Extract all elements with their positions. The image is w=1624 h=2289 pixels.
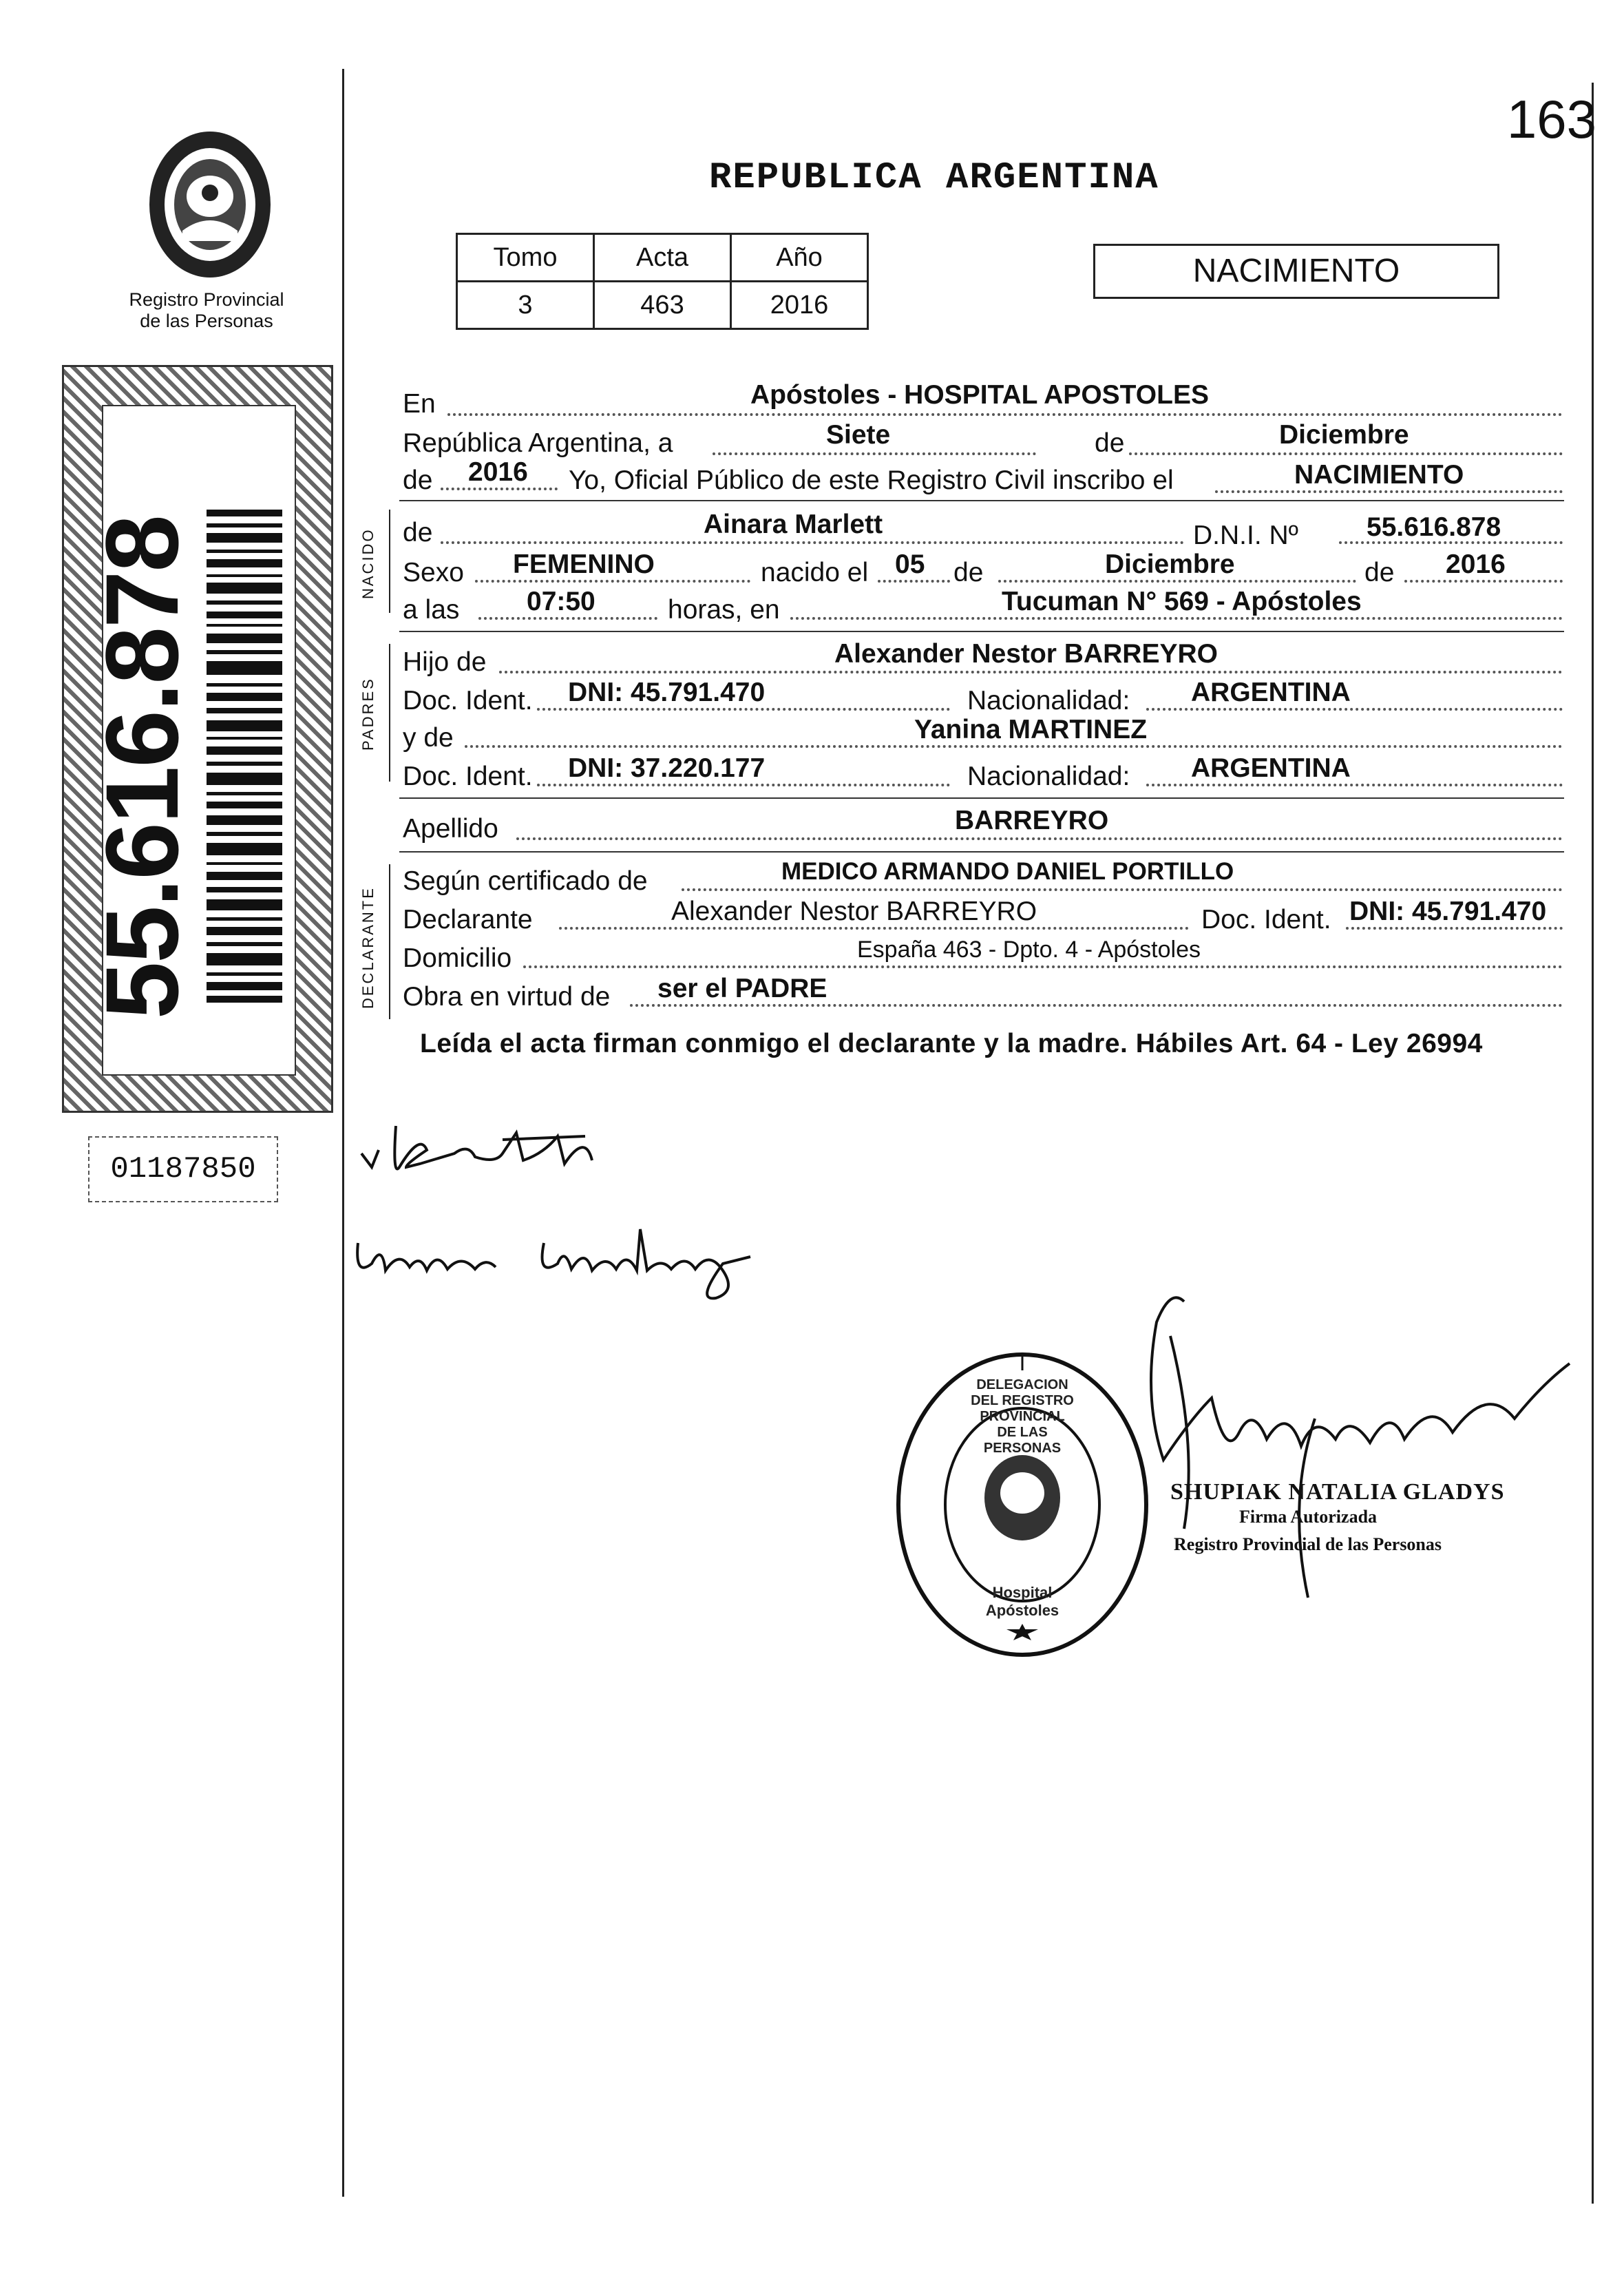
record-reference-header-row xyxy=(457,234,868,282)
organization-line1: Registro Provincial xyxy=(129,289,284,310)
hora-dots xyxy=(478,617,657,620)
padres-bracket xyxy=(389,644,390,782)
nombre-value: Ainara Marlett xyxy=(704,510,883,539)
mother-signature xyxy=(351,1215,764,1305)
official-name: SHUPIAK NATALIA GLADYS xyxy=(1170,1479,1505,1505)
horas-label: horas, en xyxy=(668,595,780,625)
serial-number: 01187850 xyxy=(88,1136,278,1202)
closing-note: Leída el acta firman conmigo el declarante y la madre. Hábiles Art. 64 - Ley 26994 xyxy=(420,1029,1483,1058)
padre-doc-dots xyxy=(537,708,950,711)
inscribo-value: NACIMIENTO xyxy=(1294,460,1464,490)
apellido-label: Apellido xyxy=(403,814,498,844)
segun-value: MEDICO ARMANDO DANIEL PORTILLO xyxy=(781,858,1234,885)
madre-doc-dots xyxy=(537,784,950,786)
nacido-anio: 2016 xyxy=(1446,550,1506,579)
hijo-label: Hijo de xyxy=(403,647,487,677)
organization-line2: de las Personas xyxy=(140,311,273,331)
dni-value: 55.616.878 xyxy=(1367,512,1501,542)
official-registry: Registro Provincial de las Personas xyxy=(1174,1534,1442,1554)
apellido-value: BARREYRO xyxy=(955,806,1109,835)
nacido-anio-dots xyxy=(1404,580,1563,583)
padre-doc-label: Doc. Ident. xyxy=(403,686,533,715)
nacido-mes-dots xyxy=(998,580,1356,583)
madre-nac-label: Nacionalidad: xyxy=(967,762,1130,791)
nombre-label: de xyxy=(403,518,433,547)
anio-prefix: de xyxy=(403,466,433,495)
declarante-bracket xyxy=(389,864,390,1019)
obra-dots xyxy=(630,1004,1563,1007)
declarante-label: Declarante xyxy=(403,905,533,934)
section-label-nacido: NACIDO xyxy=(359,527,377,599)
anio-value: 2016 xyxy=(468,457,528,487)
decl-doc-value: DNI: 45.791.470 xyxy=(1349,897,1547,926)
mes-value: Diciembre xyxy=(1279,420,1409,450)
tomo-header: Tomo xyxy=(457,234,594,282)
dia-dots xyxy=(713,452,1036,455)
nacido-dia-dots xyxy=(878,580,950,583)
madre-value: Yanina MARTINEZ xyxy=(914,715,1148,744)
official-title: Firma Autorizada xyxy=(1239,1507,1378,1527)
official-signature xyxy=(1129,1281,1583,1611)
sexo-label: Sexo xyxy=(403,558,464,587)
en-dots xyxy=(447,413,1563,416)
acta-header: Acta xyxy=(594,234,731,282)
id-number-vertical: 55.616.878 xyxy=(84,516,200,1019)
stamp-inner-text: Hospital Apóstoles xyxy=(985,1584,1059,1619)
lugar-dots xyxy=(790,617,1563,620)
padre-nac: ARGENTINA xyxy=(1191,678,1351,707)
de-label: de xyxy=(1095,428,1125,458)
en-label: En xyxy=(403,389,436,419)
nacido-mes: Diciembre xyxy=(1105,550,1235,579)
page-number: 163 xyxy=(1506,89,1596,149)
document-title: REPUBLICA ARGENTINA xyxy=(709,157,1159,199)
domicilio-label: Domicilio xyxy=(403,943,512,973)
republica-label: República Argentina, a xyxy=(403,428,673,458)
madre-doc: DNI: 37.220.177 xyxy=(568,753,766,783)
padre-dots xyxy=(499,671,1563,673)
en-value: Apóstoles - HOSPITAL APOSTOLES xyxy=(750,380,1209,410)
left-margin-rule xyxy=(342,69,344,2197)
sexo-dots xyxy=(475,580,750,583)
section-label-padres: PADRES xyxy=(359,677,377,751)
organization-name xyxy=(117,289,296,332)
section-divider-4 xyxy=(399,851,1564,853)
right-margin-rule xyxy=(1592,83,1594,2204)
inscribo-dots xyxy=(1215,490,1563,493)
oficial-text: Yo, Oficial Público de este Registro Civil inscribo el xyxy=(569,466,1174,495)
dia-value: Siete xyxy=(826,420,891,450)
hora-value: 07:50 xyxy=(527,587,595,616)
document-type-box: NACIMIENTO xyxy=(1093,244,1499,299)
nacido-de-label: de xyxy=(953,558,984,587)
section-divider-2 xyxy=(399,631,1564,632)
decl-doc-dots xyxy=(1346,927,1563,930)
padre-nac-dots xyxy=(1146,708,1563,711)
domicilio-value: España 463 - Dpto. 4 - Apóstoles xyxy=(857,937,1201,963)
madre-nac-dots xyxy=(1146,784,1563,786)
obra-label: Obra en virtud de xyxy=(403,982,611,1012)
section-divider-1 xyxy=(399,500,1564,501)
mes-dots xyxy=(1129,452,1563,455)
padre-value: Alexander Nestor BARREYRO xyxy=(834,639,1218,669)
sexo-value: FEMENINO xyxy=(513,550,655,579)
madre-dots xyxy=(465,745,1563,748)
anio-dots xyxy=(441,488,558,490)
declarante-value: Alexander Nestor BARREYRO xyxy=(671,897,1037,926)
nacido-de2-label: de xyxy=(1364,558,1395,587)
segun-dots xyxy=(682,888,1563,891)
provincial-seal-logo xyxy=(145,127,275,282)
declarante-dots xyxy=(559,927,1189,930)
anio-value: 2016 xyxy=(731,282,868,329)
decl-doc-label: Doc. Ident. xyxy=(1201,905,1331,934)
section-divider-3 xyxy=(399,797,1564,799)
obra-value: ser el PADRE xyxy=(657,974,827,1003)
padre-nac-label: Nacionalidad: xyxy=(967,686,1130,715)
anio-header: Año xyxy=(731,234,868,282)
nacido-label: nacido el xyxy=(761,558,869,587)
father-signature xyxy=(358,1112,620,1188)
nombre-dots xyxy=(441,541,1184,544)
stamp-ring-text: DELEGACION DEL REGISTRO PROVINCIAL DE LAS PERSONAS xyxy=(971,1377,1074,1456)
acta-value: 463 xyxy=(594,282,731,329)
madre-doc-label: Doc. Ident. xyxy=(403,762,533,791)
record-reference-table xyxy=(456,233,869,330)
record-reference-value-row xyxy=(457,282,868,329)
domicilio-dots xyxy=(523,965,1563,968)
padre-doc: DNI: 45.791.470 xyxy=(568,678,766,707)
nacido-bracket xyxy=(389,510,390,613)
lugar-value: Tucuman N° 569 - Apóstoles xyxy=(1002,587,1362,616)
tomo-value: 3 xyxy=(457,282,594,329)
segun-label: Según certificado de xyxy=(403,866,648,896)
nacido-dia: 05 xyxy=(895,550,925,579)
barcode-graphic xyxy=(207,510,282,1005)
hora-label: a las xyxy=(403,595,460,625)
yde-label: y de xyxy=(403,723,454,753)
madre-nac: ARGENTINA xyxy=(1191,753,1351,783)
apellido-dots xyxy=(516,837,1563,840)
section-label-declarante: DECLARANTE xyxy=(359,886,377,1009)
dni-label: D.N.I. Nº xyxy=(1193,521,1298,550)
